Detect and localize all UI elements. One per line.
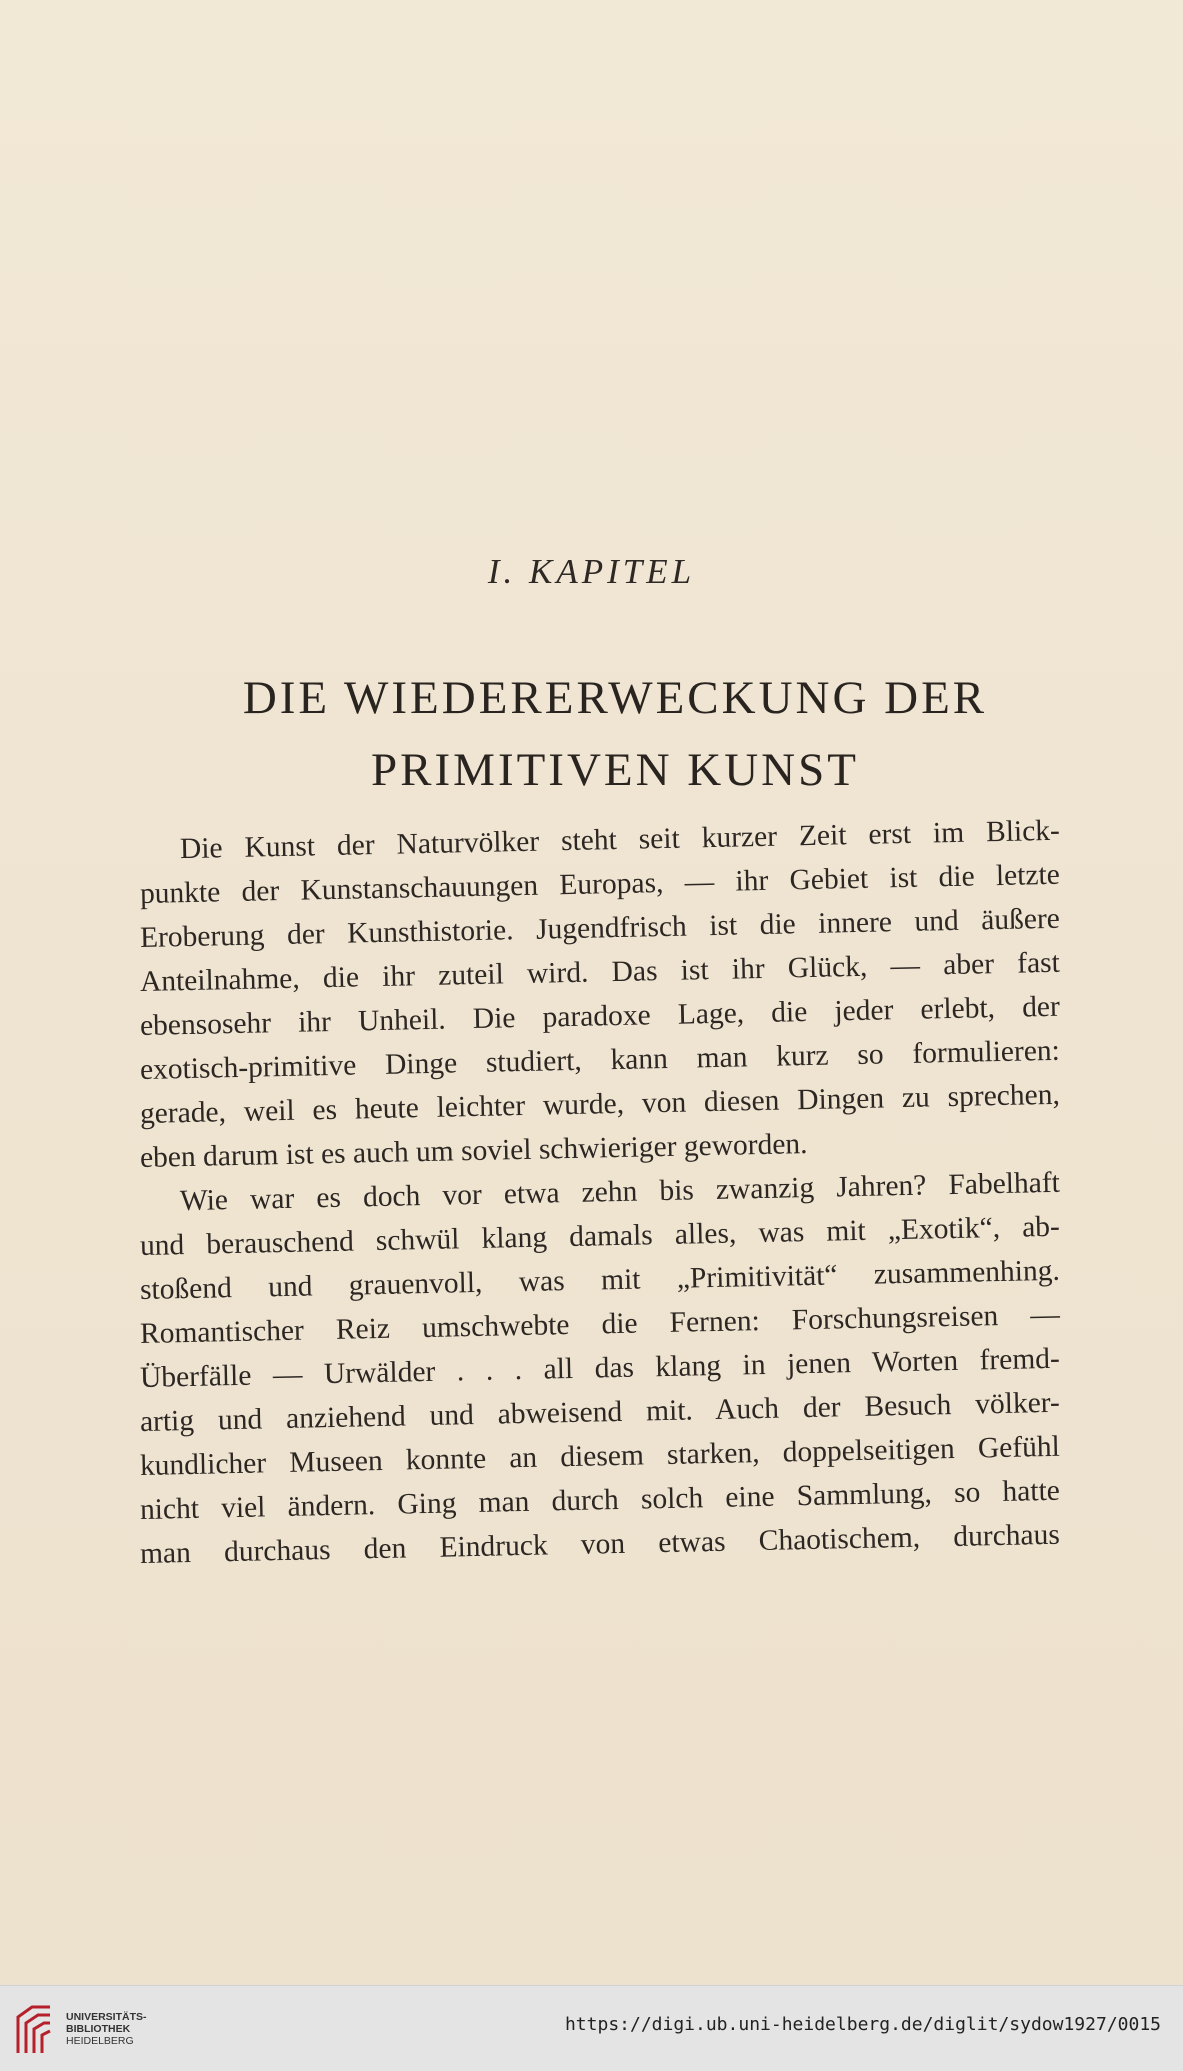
text-line: nicht viel ändern. Ging man durch solch eine Sammlung, so hatte (139, 1474, 1061, 1526)
text-line: und berauschend schwül klang damals alles, was mit „Exotik“, ab- (139, 1210, 1061, 1262)
text-line: exotisch-primitive Dinge studiert, kann man kurz so formulieren: (139, 1034, 1061, 1086)
paragraph-2 (139, 1166, 1061, 1576)
library-name-line-1: UNIVERSITÄTS- (66, 2011, 147, 2023)
text-line: kundlicher Museen konnte an diesem starken, doppelseitigen Gefühl (139, 1430, 1061, 1482)
text-line: man durchaus den Eindruck von etwas Chaotischem, durchaus (139, 1518, 1061, 1570)
library-name (66, 2011, 147, 2047)
text-line: Überfälle — Urwälder . . . all das klang in jenen Worten fremd- (139, 1342, 1061, 1394)
source-url-link[interactable]: https://digi.ub.uni-heidelberg.de/diglit/sydow1927/0015 (564, 2014, 1161, 2035)
text-line: stoßend und grauenvoll, was mit „Primitivität“ zusammenhing. (139, 1254, 1061, 1306)
university-library-logo-icon (12, 2003, 56, 2057)
chapter-title-line-1: DIE WIEDERERWECKUNG DER (242, 672, 988, 724)
chapter-title-line-2: PRIMITIVEN KUNST (371, 744, 859, 796)
paragraph-1 (139, 814, 1061, 1180)
library-name-line-2: BIBLIOTHEK (66, 2023, 131, 2035)
text-line: gerade, weil es heute leichter wurde, von diesen Dingen zu sprechen, (139, 1078, 1061, 1130)
text-line: Wie war es doch vor etwa zehn bis zwanzig Jahren? Fabelhaft (179, 1166, 1061, 1218)
chapter-label: I. KAPITEL (487, 552, 696, 591)
text-line: Romantischer Reiz umschwebte die Fernen: Forschungsreisen — (139, 1298, 1061, 1350)
text-line: artig und anziehend und abweisend mit. Auch der Besuch völker- (139, 1386, 1061, 1438)
text-line: eben darum ist es auch um soviel schwieriger geworden. (139, 1128, 808, 1174)
text-line: Anteilnahme, die ihr zuteil wird. Das ist ihr Glück, — aber fast (139, 946, 1061, 998)
text-line: punkte der Kunstanschauungen Europas, — ihr Gebiet ist die letzte (139, 858, 1061, 910)
library-name-line-3: HEIDELBERG (66, 2035, 134, 2047)
text-line: Die Kunst der Naturvölker steht seit kurzer Zeit erst im Blick- (179, 814, 1061, 866)
chapter-title (150, 662, 1080, 806)
text-line: Eroberung der Kunsthistorie. Jugendfrisch ist die innere und äußere (139, 902, 1061, 954)
text-line: ebensosehr ihr Unheil. Die paradoxe Lage, die jeder erlebt, der (139, 990, 1061, 1042)
footer-bar (0, 1985, 1183, 2071)
body-text (139, 814, 1061, 1576)
